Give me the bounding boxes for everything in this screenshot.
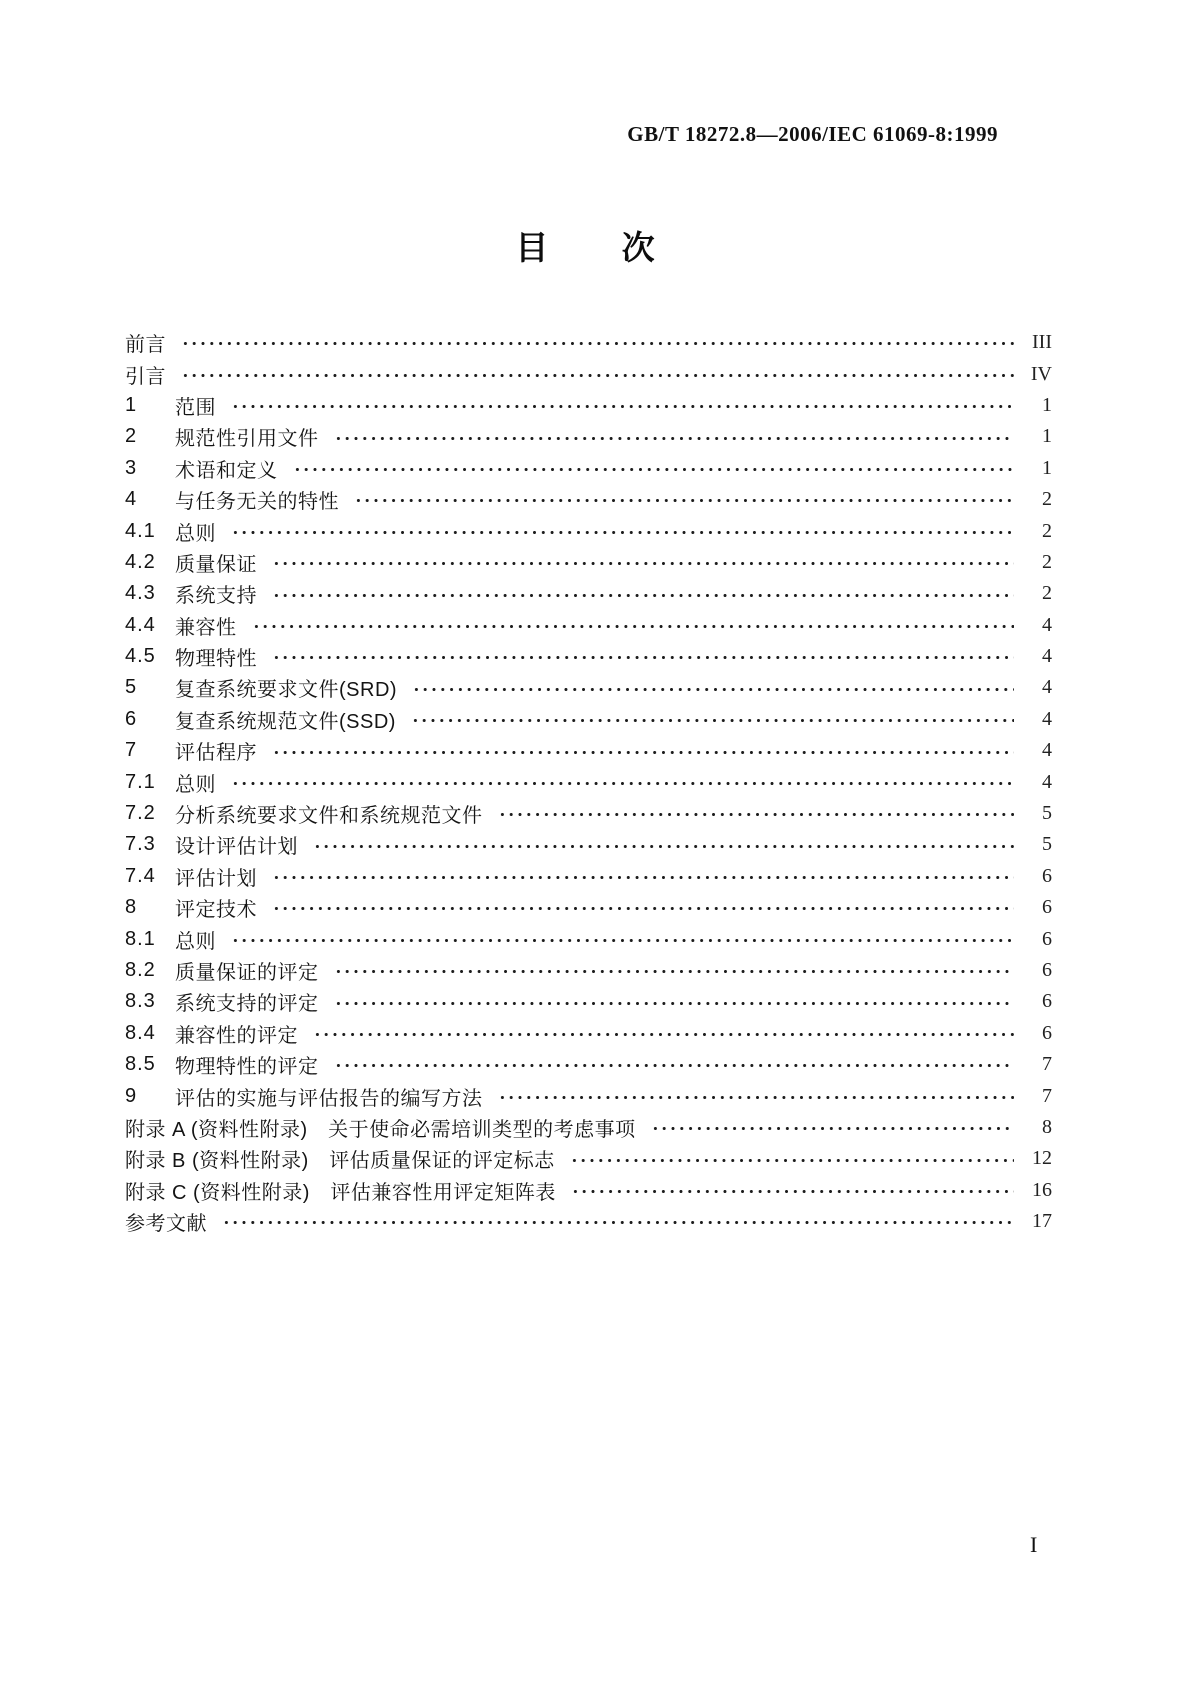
dot-leader [293, 453, 1015, 484]
dot-leader [272, 578, 1014, 609]
toc-entry[interactable] [125, 735, 1052, 766]
dot-leader [334, 955, 1015, 986]
toc-entry-number: 7.1 [125, 770, 156, 793]
dot-leader [272, 735, 1014, 766]
toc-entry-page: 6 [1042, 896, 1052, 919]
dot-leader [498, 1080, 1015, 1111]
dot-leader [272, 892, 1014, 923]
dot-leader [354, 484, 1014, 515]
dot-leader [272, 547, 1014, 578]
toc-entry-page: 7 [1042, 1053, 1052, 1076]
toc-entry-label: 规范性引用文件 [175, 428, 319, 451]
toc-entry[interactable] [125, 484, 1052, 515]
dot-leader [231, 515, 1014, 546]
toc-entry[interactable] [125, 986, 1052, 1017]
toc-entry[interactable] [125, 547, 1052, 578]
toc-entry-number: 9 [125, 1084, 138, 1107]
toc-entry[interactable] [125, 421, 1052, 452]
dot-leader [334, 986, 1015, 1017]
dot-leader [334, 1049, 1015, 1080]
dot-leader [231, 390, 1014, 421]
dot-leader [272, 641, 1014, 672]
toc-entry[interactable] [125, 1080, 1052, 1111]
toc-entry[interactable] [125, 641, 1052, 672]
toc-entry[interactable] [125, 955, 1052, 986]
toc-entry-page: 4 [1042, 645, 1052, 668]
dot-leader [252, 610, 1015, 641]
toc-entry[interactable] [125, 453, 1052, 484]
toc-entry-page: 4 [1042, 613, 1052, 636]
toc-entry-page: 2 [1042, 550, 1052, 573]
toc-entry-page: 8 [1042, 1115, 1052, 1138]
toc-entry-number: 4.1 [125, 519, 156, 542]
toc-entry-page: 4 [1042, 707, 1052, 730]
dot-leader [181, 358, 1014, 389]
toc-entry-page: 6 [1042, 990, 1052, 1013]
standard-number-header: GB/T 18272.8—2006/IEC 61069-8:1999 [627, 122, 998, 146]
toc-entry-label: 复查系统规范文件(SSD) [175, 710, 396, 733]
toc-entry-page: 2 [1042, 488, 1052, 511]
toc-entry-number: 4.3 [125, 582, 156, 605]
toc-entry-number: 3 [125, 456, 138, 479]
toc-entry-page: 2 [1042, 519, 1052, 542]
toc-entry-label: 附录 C (资料性附录) 评估兼容性用评定矩阵表 [125, 1181, 556, 1204]
toc-entry-page: 16 [1032, 1178, 1052, 1201]
toc-entry-page: 6 [1042, 1021, 1052, 1044]
toc-entry-label: 与任务无关的特性 [175, 491, 339, 514]
toc-entry-label: 总则 [175, 773, 216, 796]
toc-entry-number: 5 [125, 676, 138, 699]
table-of-contents [125, 327, 1052, 1237]
toc-entry-page: 4 [1042, 739, 1052, 762]
dot-leader [313, 1018, 1014, 1049]
toc-entry-label: 质量保证的评定 [175, 962, 319, 984]
toc-entry-label: 前言 [125, 334, 166, 357]
dot-leader [651, 1112, 1014, 1143]
dot-leader [334, 421, 1015, 452]
toc-entry-label: 评估计划 [175, 867, 257, 890]
toc-entry[interactable] [125, 829, 1052, 860]
toc-entry-label: 评定技术 [175, 899, 257, 922]
toc-entry-label: 设计评估计划 [175, 836, 298, 859]
toc-entry[interactable] [125, 1175, 1052, 1206]
dot-leader [222, 1206, 1014, 1237]
toc-entry[interactable] [125, 672, 1052, 703]
toc-entry-number: 8.1 [125, 927, 156, 950]
toc-entry-number: 7 [125, 739, 138, 762]
toc-entry-number: 1 [125, 393, 138, 416]
toc-entry-page: 4 [1042, 770, 1052, 793]
dot-leader [412, 672, 1014, 703]
toc-entry-number: 8.4 [125, 1021, 156, 1044]
dot-leader [231, 923, 1014, 954]
page-number: I [1030, 1532, 1038, 1557]
toc-entry-page: IV [1030, 362, 1052, 385]
toc-entry-label: 系统支持的评定 [175, 993, 319, 1016]
toc-entry-number: 4 [125, 488, 138, 511]
toc-entry-label: 质量保证 [175, 553, 257, 576]
dot-leader [231, 766, 1014, 797]
toc-entry-label: 复查系统要求文件(SRD) [175, 679, 398, 702]
toc-entry[interactable] [125, 578, 1052, 609]
toc-entry[interactable] [125, 798, 1052, 829]
toc-entry[interactable] [125, 892, 1052, 923]
toc-entry[interactable] [125, 923, 1052, 954]
toc-entry-page: 4 [1042, 676, 1052, 699]
toc-entry-number: 8.2 [125, 959, 156, 981]
dot-leader [272, 861, 1014, 892]
toc-entry-label: 引言 [125, 365, 166, 388]
toc-entry-number: 2 [125, 425, 138, 448]
toc-entry-label: 总则 [175, 930, 216, 953]
toc-entry-label: 范围 [175, 396, 216, 419]
toc-entry-number: 4.5 [125, 645, 156, 668]
toc-entry-label: 总则 [175, 522, 216, 545]
toc-entry-number: 6 [125, 707, 138, 730]
toc-entry[interactable] [125, 1143, 1052, 1174]
dot-leader [411, 704, 1014, 735]
toc-entry-label: 评估的实施与评估报告的编写方法 [175, 1087, 483, 1110]
toc-entry-label: 附录 B (资料性附录) 评估质量保证的评定标志 [125, 1150, 555, 1173]
toc-entry-number: 4.2 [125, 550, 156, 573]
toc-entry[interactable] [125, 515, 1052, 546]
toc-entry[interactable] [125, 1049, 1052, 1080]
toc-entry-number: 8.3 [125, 990, 156, 1013]
page-title: 目 次 [515, 229, 655, 266]
toc-entry-label: 系统支持 [175, 585, 257, 608]
toc-entry[interactable] [125, 327, 1052, 358]
toc-entry-page: 5 [1042, 802, 1052, 825]
toc-entry-number: 7.3 [125, 833, 156, 856]
toc-entry-number: 7.2 [125, 802, 156, 825]
dot-leader [498, 798, 1015, 829]
toc-entry-page: 17 [1032, 1210, 1052, 1233]
toc-entry-label: 参考文献 [125, 1213, 207, 1236]
toc-entry-label: 术语和定义 [175, 459, 278, 482]
toc-entry-label: 附录 A (资料性附录) 关于使命必需培训类型的考虑事项 [125, 1118, 636, 1141]
toc-entry-page: 7 [1042, 1084, 1052, 1107]
toc-entry-page: III [1032, 331, 1052, 354]
toc-entry[interactable] [125, 861, 1052, 892]
toc-entry-label: 分析系统要求文件和系统规范文件 [175, 805, 483, 828]
toc-entry[interactable] [125, 390, 1052, 421]
toc-entry-label: 物理特性 [175, 648, 257, 671]
toc-entry-number: 8 [125, 896, 138, 919]
toc-entry-page: 1 [1042, 425, 1052, 448]
toc-entry-page: 5 [1042, 833, 1052, 856]
dot-leader [570, 1143, 1014, 1174]
toc-entry-label: 兼容性的评定 [175, 1024, 298, 1047]
toc-entry[interactable] [125, 1206, 1052, 1237]
toc-entry-label: 兼容性 [175, 616, 237, 639]
toc-entry-number: 8.5 [125, 1053, 156, 1076]
dot-leader [313, 829, 1014, 860]
toc-entry[interactable] [125, 766, 1052, 797]
toc-entry-page: 6 [1042, 927, 1052, 950]
toc-entry[interactable] [125, 704, 1052, 735]
toc-entry-page: 1 [1042, 393, 1052, 416]
dot-leader [571, 1175, 1014, 1206]
toc-entry[interactable] [125, 1018, 1052, 1049]
toc-entry-page: 6 [1042, 864, 1052, 887]
toc-entry-label: 评估程序 [175, 742, 257, 765]
toc-entry-number: 4.4 [125, 613, 156, 636]
toc-entry-page: 2 [1042, 582, 1052, 605]
toc-entry[interactable] [125, 358, 1052, 389]
toc-entry[interactable] [125, 1112, 1052, 1143]
toc-entry-page: 12 [1032, 1147, 1052, 1170]
toc-entry-label: 物理特性的评定 [175, 1056, 319, 1079]
toc-entry[interactable] [125, 610, 1052, 641]
toc-entry-page: 6 [1042, 959, 1052, 981]
toc-entry-number: 7.4 [125, 864, 156, 887]
toc-entry-page: 1 [1042, 456, 1052, 479]
dot-leader [181, 327, 1014, 358]
